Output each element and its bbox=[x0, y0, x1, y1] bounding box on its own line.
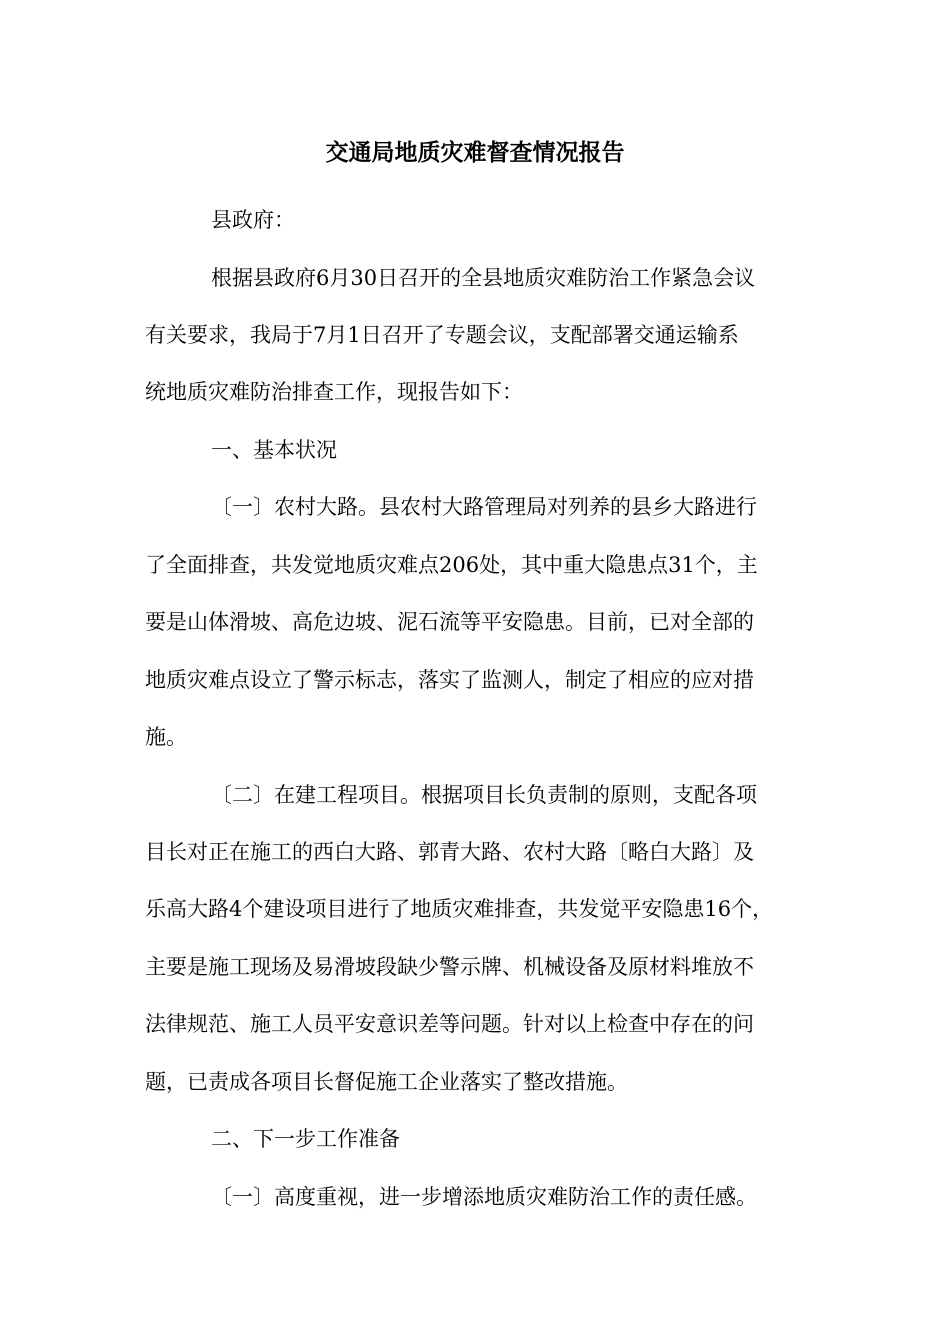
paragraph-line-2: 有关要求，我局于7月1日召开了专题会议，支配部署交通运输系 bbox=[145, 323, 739, 347]
salutation: 县政府： bbox=[211, 208, 295, 232]
document-title: 交通局地质灾难督查情况报告 bbox=[325, 140, 625, 166]
paragraph-line-8: 施。 bbox=[145, 725, 187, 749]
paragraph-line-1: 根据县政府6月30日召开的全县地质灾难防治工作紧急会议 bbox=[211, 266, 756, 290]
paragraph-line-9: 〔二〕在建工程项目。根据项目长负责制的原则，支配各项 bbox=[211, 783, 757, 807]
paragraph-line-4: 〔一〕农村大路。县农村大路管理局对列养的县乡大路进行 bbox=[211, 495, 757, 519]
paragraph-line-14: 题，已责成各项目长督促施工企业落实了整改措施。 bbox=[145, 1070, 628, 1094]
paragraph-line-12: 主要是施工现场及易滑坡段缺少警示牌、机械设备及原材料堆放不 bbox=[145, 955, 754, 979]
paragraph-line-7: 地质灾难点设立了警示标志，落实了监测人，制定了相应的应对措 bbox=[145, 668, 754, 692]
paragraph-line-11: 乐高大路4个建设项目进行了地质灾难排查，共发觉平安隐患16个， bbox=[145, 897, 774, 921]
paragraph-line-10: 目长对正在施工的西白大路、郭青大路、农村大路〔略白大路〕及 bbox=[145, 840, 754, 864]
paragraph-line-6: 要是山体滑坡、高危边坡、泥石流等平安隐患。目前，已对全部的 bbox=[145, 610, 754, 634]
section-heading-1: 一、基本状况 bbox=[211, 438, 337, 462]
paragraph-line-5: 了全面排查，共发觉地质灾难点206处，其中重大隐患点31个，主 bbox=[145, 553, 758, 577]
paragraph-line-13: 法律规范、施工人员平安意识差等问题。针对以上检查中存在的问 bbox=[145, 1012, 754, 1036]
section-heading-2: 二、下一步工作准备 bbox=[211, 1127, 400, 1151]
paragraph-line-3: 统地质灾难防治排查工作，现报告如下： bbox=[145, 380, 523, 404]
paragraph-line-15: 〔一〕高度重视，进一步增添地质灾难防治工作的责任感。 bbox=[211, 1185, 757, 1209]
